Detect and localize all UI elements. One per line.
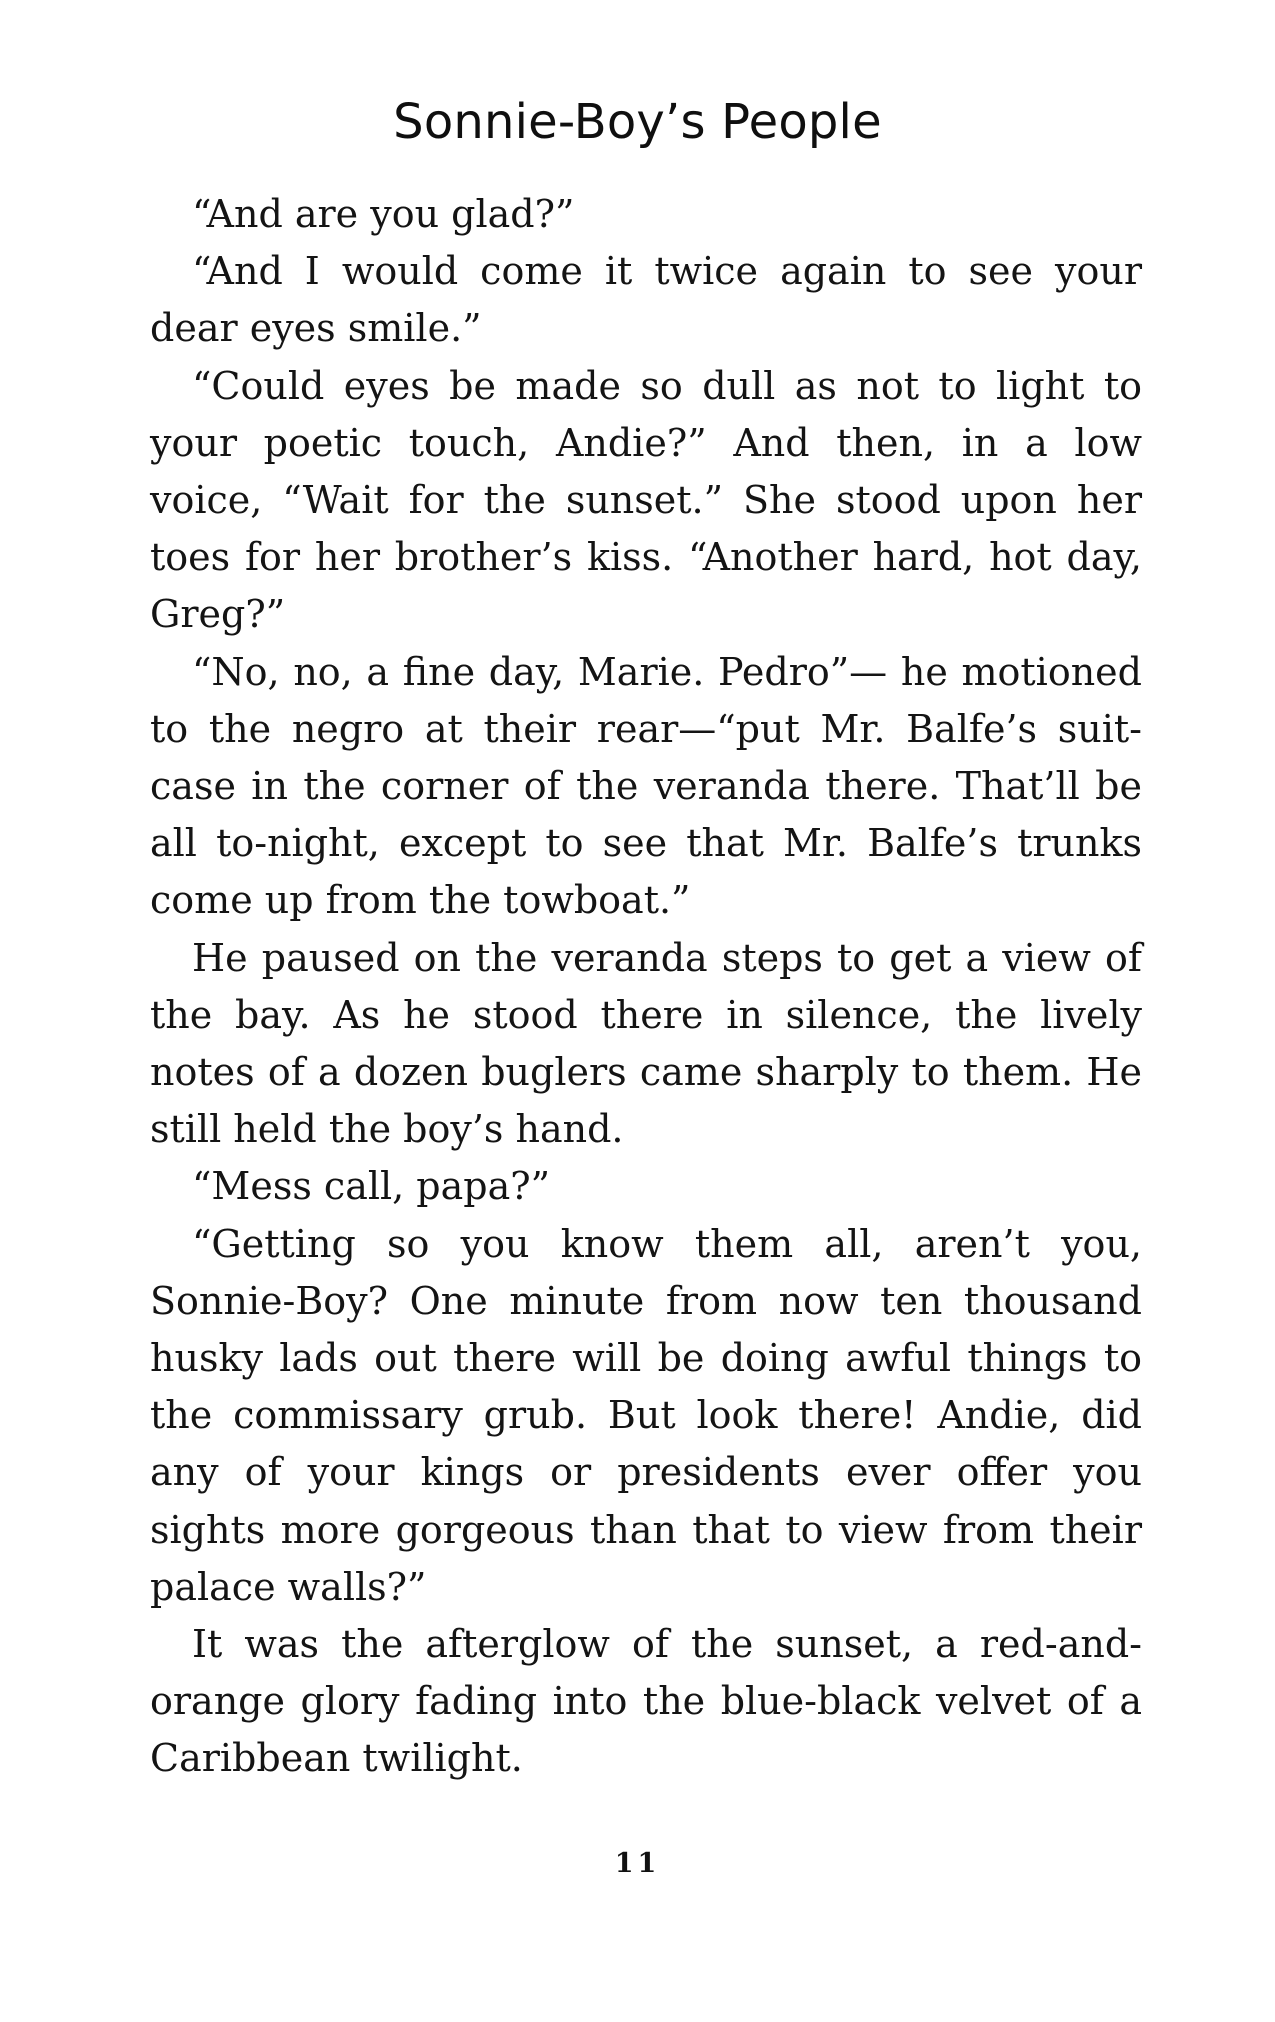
paragraph: “Mess call, papa?” (192, 1164, 551, 1209)
paragraph: “And are you glad?” (192, 192, 575, 236)
paragraph: He paused on the veranda steps to get a view of the bay. As he stood there in silence, the lively notes of a dozen buglers came sharply to them. He still held the boy’s hand. (150, 935, 1142, 1152)
paragraph: “Could eyes be made so dull as not to light to your poetic touch, Andie?” And then, in a low voice, “Wait for the sunset.” She stood upon her toes for her brother’s kiss. “Another hard, hot day, Greg?” (150, 363, 1142, 637)
paragraph: “Getting so you know them all, aren’t you, Sonnie-Boy? One minute from now ten thousand husky lads out there will be doing awful things to the commissary grub. But look there! Andie, did any of your kings or presidents ever offer you sights more gorgeous than that to view from their palace walls?” (150, 1221, 1142, 1609)
page-number: 11 (614, 1848, 661, 1879)
paragraph: “And I would come it twice again to see your dear eyes smile.” (150, 249, 1142, 351)
paragraph: It was the afterglow of the sunset, a red-and-orange glory fading into the blue-black velvet of a Caribbean twilight. (150, 1622, 1142, 1781)
running-head: Sonnie-Boy’s People (393, 94, 882, 150)
paragraph: “No, no, a fine day, Marie. Pedro”— he motioned to the negro at their rear—“put Mr. Balfe’s suit-case in the corner of the veranda there. That’ll be all to-night, except to see that Mr. Balfe’s trunks come up from the towboat.” (150, 649, 1142, 923)
body-text (150, 186, 1142, 1788)
